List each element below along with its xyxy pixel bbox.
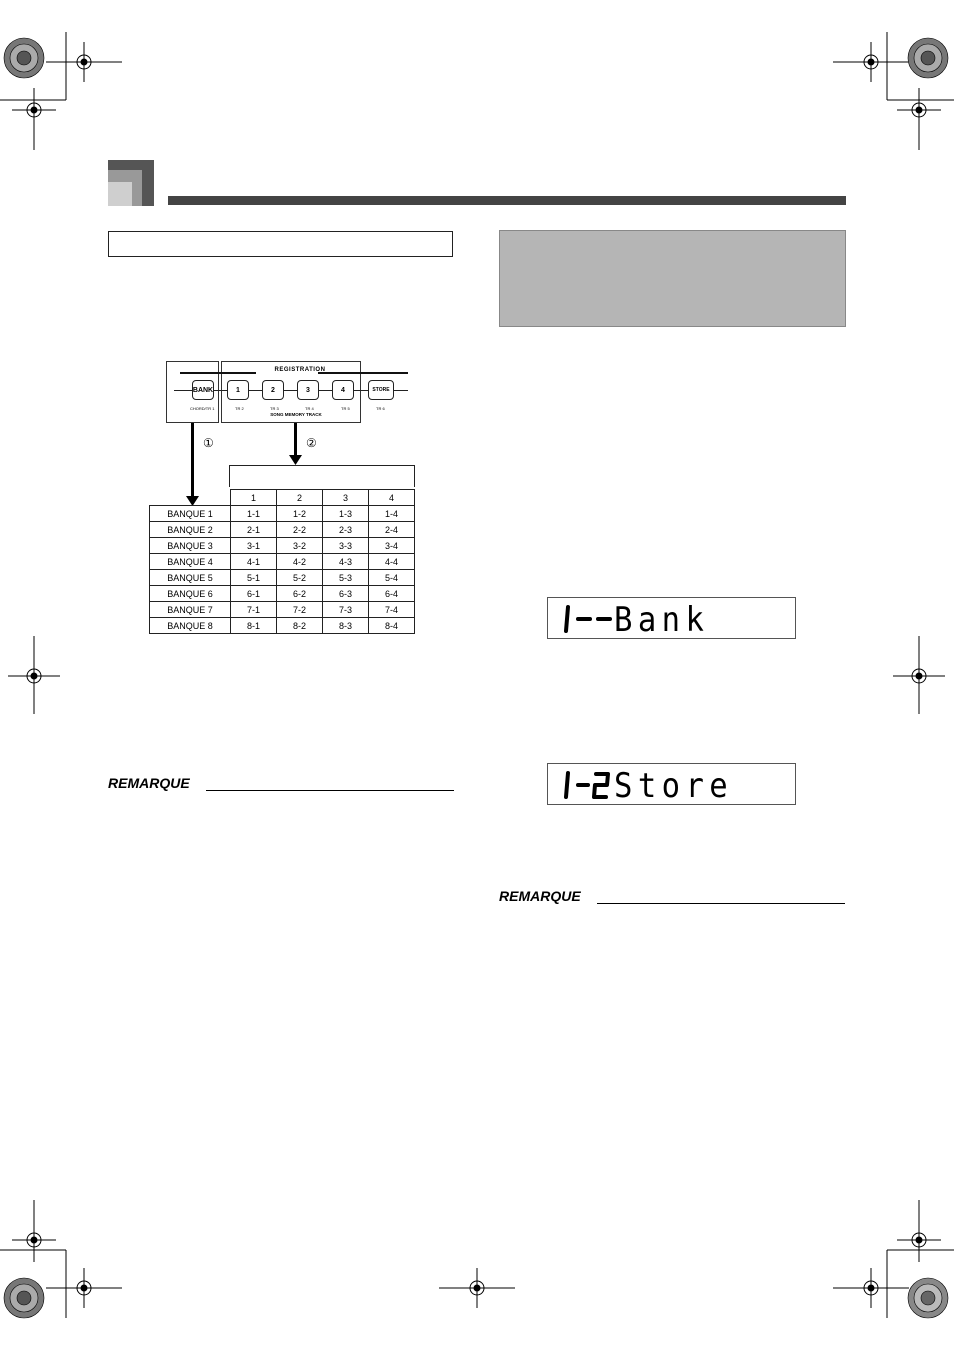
table-row [150,570,415,586]
note-rule-right [597,903,845,904]
bank-cell: 8-4 [369,618,415,634]
track-label-1: CHORD/TR 1 [190,406,215,411]
bank-cell: 2-3 [323,522,369,538]
table-header-box [229,465,415,487]
registration-label: REGISTRATION [274,367,326,373]
step-marker-2: ② [306,436,317,450]
track-label-5: TR 5 [341,406,350,411]
bank-button[interactable]: BANK [192,380,214,400]
bank-cell: 7-2 [277,602,323,618]
note-rule-left [206,790,454,791]
bank-table [149,489,415,634]
lcd-word-bank: Bank [614,600,710,640]
bank-cell: 3-1 [231,538,277,554]
table-corner [150,490,231,506]
bank-label: BANQUE 3 [150,538,231,554]
table-row [150,586,415,602]
table-row [150,522,415,538]
bank-cell: 6-3 [323,586,369,602]
store-button[interactable]: STORE [368,380,394,400]
registration-rule-left [180,372,256,374]
track-label-3: TR 3 [270,406,279,411]
bank-cell: 7-1 [231,602,277,618]
bank-cell: 5-3 [323,570,369,586]
bank-label: BANQUE 8 [150,618,231,634]
table-row [150,554,415,570]
bank-cell: 8-2 [277,618,323,634]
column-header: 1 [231,490,277,506]
bank-label: BANQUE 4 [150,554,231,570]
bank-cell: 7-3 [323,602,369,618]
bank-label: BANQUE 2 [150,522,231,538]
bank-cell: 1-1 [231,506,277,522]
table-row [150,618,415,634]
bank-cell: 4-2 [277,554,323,570]
bank-cell: 1-3 [323,506,369,522]
step-marker-1: ① [203,436,214,450]
lcd-word-store: Store [614,766,734,806]
track-label-4: TR 4 [305,406,314,411]
bank-cell: 6-4 [369,586,415,602]
table-header-row [150,490,415,506]
bank-cell: 5-4 [369,570,415,586]
column-header: 3 [323,490,369,506]
registration-button-3[interactable]: 3 [297,380,319,400]
table-row [150,506,415,522]
section-title-box [499,230,846,327]
bank-cell: 4-4 [369,554,415,570]
bank-cell: 5-1 [231,570,277,586]
note-label-right: REMARQUE [499,888,581,904]
bank-label: BANQUE 7 [150,602,231,618]
bank-cell: 3-2 [277,538,323,554]
bank-label: BANQUE 1 [150,506,231,522]
track-label-6: TR 6 [376,406,385,411]
bank-cell: 2-4 [369,522,415,538]
bank-cell: 8-3 [323,618,369,634]
registration-button-4[interactable]: 4 [332,380,354,400]
table-row [150,602,415,618]
bank-cell: 2-1 [231,522,277,538]
bank-cell: 5-2 [277,570,323,586]
bank-cell: 4-1 [231,554,277,570]
column-header: 2 [277,490,323,506]
registration-button-1[interactable]: 1 [227,380,249,400]
bank-cell: 3-4 [369,538,415,554]
bank-cell: 6-2 [277,586,323,602]
bank-cell: 2-2 [277,522,323,538]
lcd-display-store [547,763,796,805]
table-row [150,538,415,554]
arrow-registration [294,423,297,457]
note-label-left: REMARQUE [108,775,190,791]
arrow-bank [191,423,194,499]
bank-cell: 3-3 [323,538,369,554]
bank-cell: 6-1 [231,586,277,602]
header-tab-light [108,182,132,206]
bank-label: BANQUE 5 [150,570,231,586]
bank-cell: 8-1 [231,618,277,634]
header-rule [168,196,846,205]
section-heading-box [108,231,453,257]
lcd-display-bank [547,597,796,639]
bank-label: BANQUE 6 [150,586,231,602]
bank-cell: 1-2 [277,506,323,522]
bank-cell: 7-4 [369,602,415,618]
song-memory-track-label: SONG MEMORY TRACK [270,412,322,417]
registration-button-2[interactable]: 2 [262,380,284,400]
column-header: 4 [369,490,415,506]
bank-cell: 4-3 [323,554,369,570]
bank-cell: 1-4 [369,506,415,522]
arrow-down-icon [289,455,302,465]
track-label-2: TR 2 [235,406,244,411]
